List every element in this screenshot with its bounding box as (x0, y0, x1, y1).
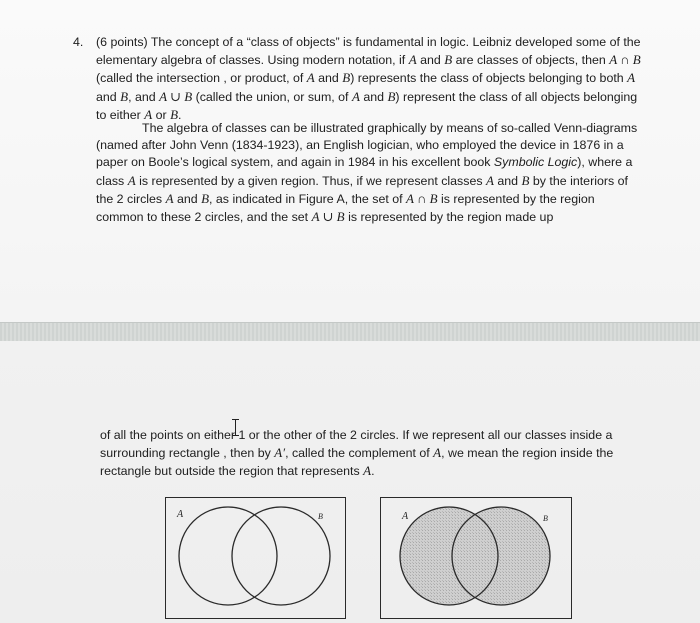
text-cursor-icon (235, 419, 243, 436)
text-span: , called the complement of (285, 446, 434, 461)
label-b: B (318, 512, 323, 521)
venn-figure-a (165, 497, 346, 619)
math-var: A (351, 88, 360, 104)
text-span: (called the union, or sum, of (192, 89, 352, 104)
math-var: B (342, 70, 351, 86)
math-var: A (433, 445, 442, 461)
math-var: A (363, 463, 372, 479)
question-number: 4. (73, 35, 84, 49)
math-var: B (201, 190, 210, 206)
math-union: A ∪ B (311, 209, 345, 225)
math-complement: A′ (274, 445, 286, 461)
text-span: and (359, 89, 388, 104)
math-union: A ∪ B (159, 88, 193, 104)
math-var: B (521, 172, 530, 188)
venn-figure-b (380, 497, 572, 619)
text-span: , we mean the region inside the rectangle but outside the region that represents (100, 446, 614, 479)
text-span: of all the points on either 1 or the other of the 2 circles. If we represent all our classes inside a surrounding rectangle , then by (100, 428, 613, 461)
math-var: B (120, 88, 129, 104)
text-span: (6 points) The concept of a “class of objects” is fundamental in logic. Leibniz developed some of the elementary algebra of classes. Using modern notation, if (96, 35, 641, 68)
math-var: A (306, 70, 315, 86)
text-span: or (152, 107, 171, 122)
text-span: The algebra of classes can be illustrated graphically by means of so-called Venn-diagrams (named after John Venn (1834-1923), an English logician, who employed the device in 1876 in a paper on Boole’s logical system, and again in 1984 in his excellent book (96, 121, 638, 170)
text-span: and (314, 71, 343, 86)
text-span: . (371, 464, 375, 479)
text-span: is represented by the region made up (344, 210, 554, 225)
math-var: A (165, 190, 174, 206)
text-span: and (416, 53, 445, 68)
label-b: B (543, 514, 548, 523)
text-span: . (178, 107, 182, 122)
math-var: A (485, 172, 494, 188)
math-intersection: A ∩ B (609, 52, 641, 68)
label-a: A (402, 511, 409, 522)
text-span: ) represent the class of all objects belonging to either (96, 89, 638, 122)
text-span: and (493, 173, 522, 188)
circle-a (179, 507, 277, 605)
text-span: (called the intersection , or product, of (96, 71, 307, 86)
text-span: are classes of objects, then (452, 53, 610, 68)
text-span: is represented by the region common to these 2 circles, and the set (96, 191, 595, 225)
math-var: B (444, 52, 453, 68)
math-var: A (408, 52, 417, 68)
paragraph-complement (100, 427, 630, 481)
paragraph-definitions (96, 34, 644, 124)
circle-b (232, 507, 330, 605)
text-span: by the interiors of the 2 circles (96, 173, 628, 206)
text-span: ) represents the class of objects belonging to both (350, 71, 628, 86)
label-a: A (177, 509, 184, 520)
math-var: B (170, 106, 179, 122)
book-title: Symbolic Logic (493, 155, 578, 170)
text-span: and (96, 89, 121, 104)
text-span: ), where a class (96, 155, 633, 188)
text-span: and (173, 191, 202, 206)
math-intersection: A ∩ B (406, 190, 438, 206)
text-span: , as indicated in Figure A, the set of (209, 191, 407, 206)
math-var: A (127, 172, 136, 188)
text-span: , and (128, 89, 160, 104)
scan-divider (0, 322, 700, 342)
math-var: A (627, 70, 636, 86)
math-var: B (387, 88, 396, 104)
math-var: A (144, 106, 153, 122)
paragraph-venn-intro (96, 120, 644, 226)
page-lower-region (0, 341, 700, 623)
text-span: is represented by a given region. Thus, if we represent classes (135, 173, 486, 188)
